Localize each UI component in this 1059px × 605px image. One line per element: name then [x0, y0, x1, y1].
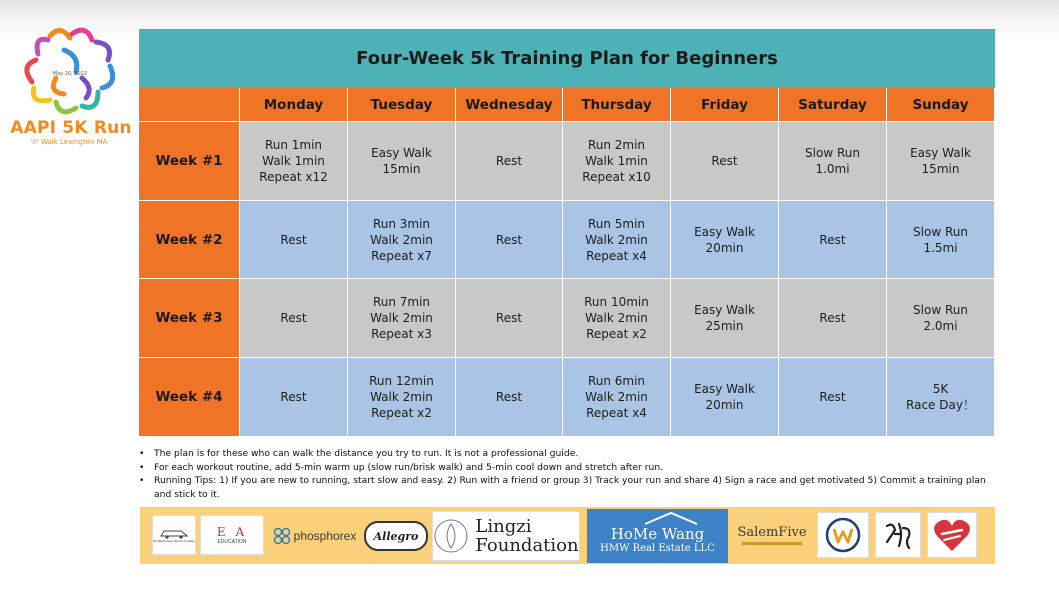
note-item: • Running Tips: 1) If you are new to running, start slow and easy. 2) Run with a friend or group 3) Track your run and share 4) Sign a race and get motivated 5) Commit a training plan and stick to it. — [138, 474, 994, 501]
sponsor-allegro-logo — [364, 521, 428, 551]
day-header-monday: Monday — [240, 88, 348, 122]
workout-cell: Run 10min Walk 2min Repeat x2 — [563, 279, 671, 358]
sponsor-lingzi-logo — [432, 511, 580, 561]
day-header-thursday: Thursday — [563, 88, 671, 122]
sponsor-lingzi-line2: Foundation — [475, 535, 579, 556]
logo-date: May 20, 2022 — [52, 71, 88, 77]
day-header-tuesday: Tuesday — [348, 88, 456, 122]
sponsor-phosphorex-text: phosphorex — [293, 529, 357, 543]
workout-cell: Rest — [240, 358, 348, 437]
sponsor-calligraphy-logo — [875, 512, 921, 558]
workout-cell: Slow Run 2.0mi — [887, 279, 995, 358]
day-header-friday: Friday — [671, 88, 779, 122]
workout-cell: Run 5min Walk 2min Repeat x4 — [563, 201, 671, 279]
day-header-wednesday: Wednesday — [456, 88, 563, 122]
lotus-icon — [433, 516, 469, 556]
sponsor-band — [140, 507, 995, 564]
sponsor-ea-text: EDUCATION — [217, 539, 247, 545]
workout-cell: Rest — [779, 279, 887, 358]
workout-cell: Slow Run 1.5mi — [887, 201, 995, 279]
workout-cell: Easy Walk 15min — [887, 122, 995, 201]
sponsor-richards-logo — [152, 515, 196, 555]
car-icon — [159, 527, 189, 539]
workout-cell: 5K Race Day！ — [887, 358, 995, 437]
sponsor-ea-mark: E A — [216, 525, 248, 539]
sponsor-hmw-sub: HMW Real Estate LLC — [600, 542, 715, 554]
workout-cell: Run 1min Walk 1min Repeat x12 — [240, 122, 348, 201]
event-logo — [10, 26, 132, 150]
house-roof-icon — [641, 511, 701, 525]
workout-cell: Slow Run 1.0mi — [779, 122, 887, 201]
sponsor-heart-logo — [927, 512, 977, 558]
workout-cell: Rest — [456, 358, 563, 437]
note-item: • The plan is for these who can walk the distance you try to run. It is not a professional guide. — [138, 447, 994, 461]
workout-cell: Run 2min Walk 1min Repeat x10 — [563, 122, 671, 201]
logo-title: AAPI 5K Run — [10, 118, 132, 138]
workout-cell: Rest — [240, 201, 348, 279]
workout-cell: Run 12min Walk 2min Repeat x2 — [348, 358, 456, 437]
sponsor-salemfive-logo — [734, 517, 810, 553]
day-header-sunday: Sunday — [887, 88, 995, 122]
plan-notes — [138, 447, 994, 501]
workout-cell: Easy Walk 25min — [671, 279, 779, 358]
sponsor-salemfive-text: SalemFive — [737, 525, 807, 540]
salemfive-underline — [742, 542, 802, 545]
sponsor-ea-logo — [200, 515, 264, 555]
sponsor-w-logo — [817, 512, 869, 558]
day-header-saturday: Saturday — [779, 88, 887, 122]
workout-cell: Rest — [456, 201, 563, 279]
workout-cell: Rest — [779, 358, 887, 437]
corner-cell — [139, 88, 240, 122]
logo-subtitle: 'n' Walk Lexington MA — [30, 138, 108, 146]
note-item: • For each workout routine, add 5-min warm up (slow run/brisk walk) and 5-min cool down and stretch after run. — [138, 461, 994, 475]
sponsor-allegro-text: Allegro — [373, 529, 419, 543]
workout-cell: Easy Walk 15min — [348, 122, 456, 201]
workout-cell: Rest — [240, 279, 348, 358]
workout-cell: Run 3min Walk 2min Repeat x7 — [348, 201, 456, 279]
workout-cell: Rest — [456, 279, 563, 358]
training-plan-table — [139, 88, 995, 437]
workout-cell: Run 7min Walk 2min Repeat x3 — [348, 279, 456, 358]
plan-title: Four-Week 5k Training Plan for Beginners — [139, 29, 995, 88]
w-circle-icon — [824, 516, 862, 554]
week-label: Week #2 — [139, 201, 240, 279]
molecule-icon — [272, 526, 292, 546]
workout-cell: Run 6min Walk 2min Repeat x4 — [563, 358, 671, 437]
sponsor-lingzi-line1: Lingzi — [475, 516, 532, 537]
week-label: Week #4 — [139, 358, 240, 437]
sponsor-hmw-title: HoMe Wang — [610, 524, 705, 543]
workout-cell: Rest — [456, 122, 563, 201]
sponsor-richards-text: Richard's Auto Service & Sales — [153, 539, 195, 543]
workout-cell: Easy Walk 20min — [671, 358, 779, 437]
heart-icon — [932, 516, 972, 554]
week-label: Week #3 — [139, 279, 240, 358]
workout-cell: Easy Walk 20min — [671, 201, 779, 279]
sponsor-phosphorex-logo — [268, 521, 360, 551]
workout-cell: Rest — [779, 201, 887, 279]
workout-cell: Rest — [671, 122, 779, 201]
sponsor-hmw-logo — [587, 509, 728, 563]
calligraphy-icon — [881, 518, 915, 552]
week-label: Week #1 — [139, 122, 240, 201]
